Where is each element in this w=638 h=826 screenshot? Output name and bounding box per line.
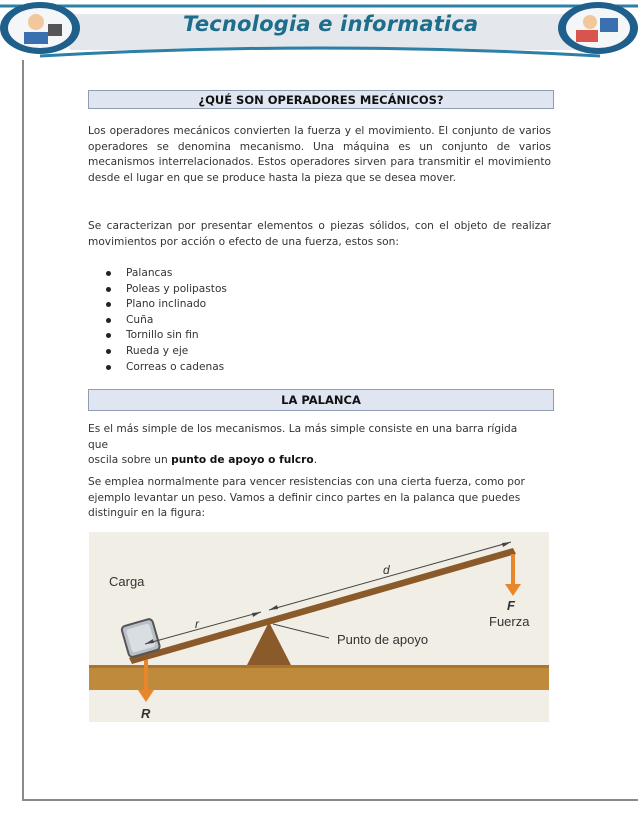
r-label: r — [195, 617, 199, 631]
bullet-icon — [106, 365, 111, 370]
section-heading-palanca: LA PALANCA — [88, 389, 554, 411]
operators-list — [106, 266, 227, 375]
force-symbol: F — [507, 598, 515, 613]
list-item: Correas o cadenas — [106, 360, 227, 376]
section-heading-operadores: ¿QUÉ SON OPERADORES MECÁNICOS? — [88, 90, 554, 109]
list-item: Rueda y eje — [106, 344, 227, 360]
page-frame-left — [22, 60, 24, 800]
d-label: d — [383, 563, 390, 577]
page-frame-bottom — [22, 799, 638, 801]
bullet-icon — [106, 318, 111, 323]
paragraph-palanca-definicion: Es el más simple de los mecanismos. La más simple consiste en una barra rígida que oscila sobre un punto de apoyo o fulcro. — [88, 423, 518, 467]
bullet-icon — [106, 349, 111, 354]
list-item: Tornillo sin fin — [106, 328, 227, 344]
list-item: Poleas y polipastos — [106, 282, 227, 298]
resistance-symbol: R — [141, 706, 151, 721]
bullet-icon — [106, 287, 111, 292]
bullet-icon — [106, 271, 111, 276]
load-label: Carga — [109, 574, 145, 589]
list-item: Palancas — [106, 266, 227, 282]
fulcrum-label: Punto de apoyo — [337, 632, 429, 647]
ground — [89, 665, 549, 690]
lever-diagram — [89, 532, 549, 722]
paragraph-palanca-uso: Se emplea normalmente para vencer resistencias con una cierta fuerza, como por ejemplo levantar un peso. Vamos a definir cinco partes en la palanca que puedes distinguir en la figura: — [88, 476, 525, 520]
list-item: Plano inclinado — [106, 297, 227, 313]
paragraph-operadores: Los operadores mecánicos convierten la fuerza y el movimiento. El conjunto de varios operadores se denomina mecanismo. Una máquina es un conjunto de varios mecanismos interrelacionados. Estos operadores sirven para transmitir el movimiento desde el lugar en que se produce hasta la pieza que se desea mover. — [88, 125, 551, 184]
banner-title: Tecnologia e informatica — [183, 12, 479, 36]
header-banner — [0, 0, 638, 58]
list-item: Cuña — [106, 313, 227, 329]
force-label: Fuerza — [489, 614, 530, 629]
bullet-icon — [106, 302, 111, 307]
paragraph-caracteristicas: Se caracterizan por presentar elementos o piezas sólidos, con el objeto de realizar movimientos por acción o efecto de una fuerza, estos son: — [88, 220, 551, 248]
lever-figure — [89, 532, 549, 722]
fulcrum-term: punto de apoyo o fulcro — [171, 454, 314, 467]
bullet-icon — [106, 333, 111, 338]
